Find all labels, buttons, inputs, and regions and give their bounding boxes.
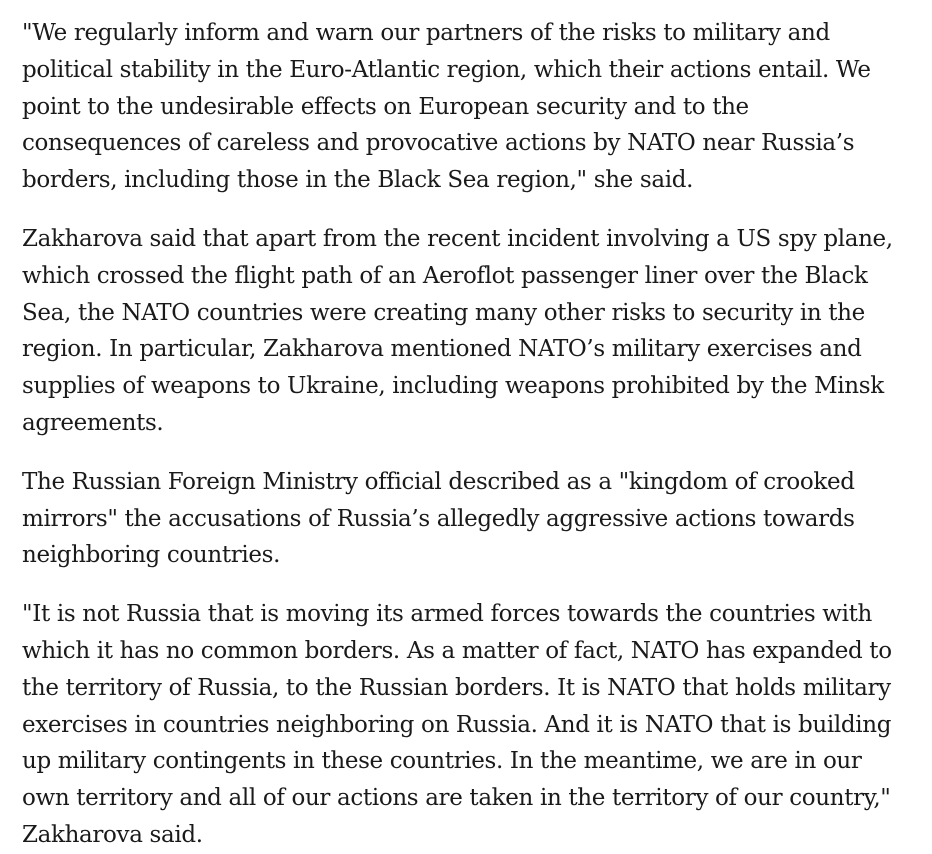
article-body [22, 15, 910, 854]
paragraph-crooked-mirrors: The Russian Foreign Ministry official described as a "kingdom of crooked mirrors" the accusations of Russia’s allegedly aggressive actions towards neighboring countries. [22, 468, 855, 569]
paragraph-spy-plane-incident: Zakharova said that apart from the recent incident involving a US spy plane, which crossed the flight path of an Aeroflot passenger liner over the Black Sea, the NATO countries were creating many other risks to security in the region. In particular, Zakharova mentioned NATO’s military exercises and supplies of weapons to Ukraine, including weapons prohibited by the Minsk agreements. [22, 225, 893, 436]
paragraph-nato-risks-quote: "We regularly inform and warn our partners of the risks to military and political stability in the Euro-Atlantic region, which their actions entail. We point to the undesirable effects on European security and to the consequences of careless and provocative actions by NATO near Russia’s borders, including those in the Black Sea region," she said. [22, 20, 871, 194]
paragraph-zakharova-quote: "It is not Russia that is moving its armed forces towards the countries with which it has no common borders. As a matter of fact, NATO has expanded to the territory of Russia, to the Russian borders. It is NATO that holds military exercises in countries neighboring on Russia. And it is NATO that is building up military contingents in these countries. In the meantime, we are in our own territory and all of our actions are taken in the territory of our country," Zakharova said. [22, 601, 892, 848]
